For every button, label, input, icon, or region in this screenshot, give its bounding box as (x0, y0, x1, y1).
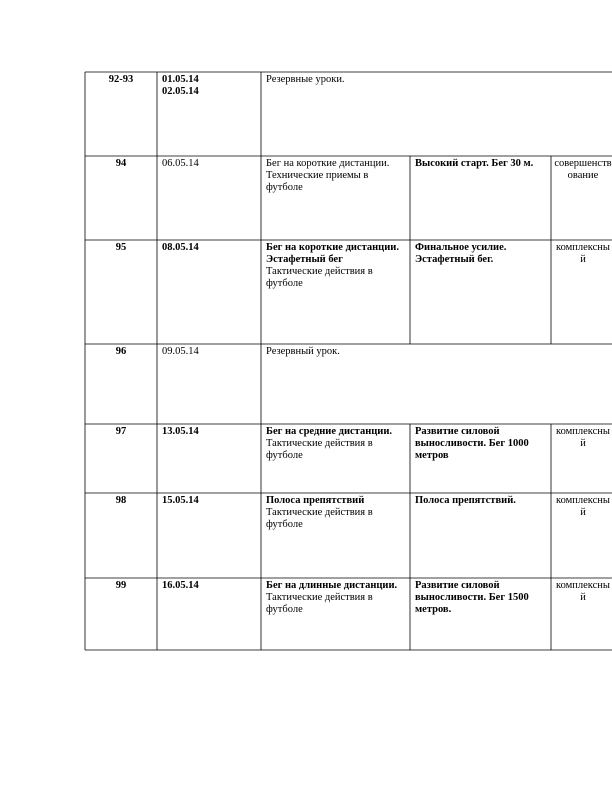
topic-line: Бег на короткие дистанции. (266, 158, 390, 169)
lesson-number: 98 (115, 495, 127, 506)
lesson-number: 95 (115, 242, 127, 253)
lesson-date: 06.05.14 (162, 158, 199, 169)
lesson-topic (266, 242, 407, 342)
lesson-goal: Развитие силовой выносливости. Бег 1000 метров (415, 426, 529, 461)
lesson-number: 92-93 (108, 74, 134, 85)
lesson-number: 96 (115, 346, 127, 357)
topic-line: Резервный урок. (266, 346, 340, 357)
lesson-type: комплексный (556, 426, 610, 449)
lesson-type: комплексный (556, 580, 610, 603)
lesson-topic (266, 426, 407, 491)
lesson-goal: Высокий старт. Бег 30 м. (415, 158, 534, 169)
topic-line: Тактические действия в футболе (266, 592, 373, 615)
topic-line: Тактические действия в футболе (266, 507, 373, 530)
lesson-topic (266, 580, 407, 648)
topic-line: Полоса препятствий (266, 495, 365, 506)
lesson-topic (266, 158, 407, 238)
topic-line: Бег на средние дистанции. (266, 426, 393, 437)
lesson-type: комплексный (556, 242, 610, 265)
lesson-date: 01.05.14 02.05.14 (162, 74, 199, 97)
topic-line: Эстафетный бег (266, 254, 343, 265)
lesson-date: 09.05.14 (162, 346, 199, 357)
lesson-number: 99 (115, 580, 127, 591)
lesson-topic (266, 74, 612, 154)
lesson-topic (266, 495, 407, 576)
topic-line: Бег на короткие дистанции. (266, 242, 399, 253)
lesson-number: 94 (115, 158, 127, 169)
lesson-type: совершенствование (554, 158, 612, 181)
lesson-date: 13.05.14 (162, 426, 199, 437)
topic-line: Тактические действия в футболе (266, 266, 373, 289)
lesson-date: 15.05.14 (162, 495, 199, 506)
lesson-number: 97 (115, 426, 127, 437)
topic-line: Бег на длинные дистанции. (266, 580, 398, 591)
topic-line: Тактические действия в футболе (266, 438, 373, 461)
topic-line: Технические приемы в футболе (266, 170, 369, 193)
lesson-date: 08.05.14 (162, 242, 199, 253)
lesson-goal: Полоса препятствий. (415, 495, 516, 506)
lesson-date: 16.05.14 (162, 580, 199, 591)
lesson-goal: Финальное усилие. Эстафетный бег. (415, 242, 507, 265)
topic-line: Резервные уроки. (266, 74, 345, 85)
lesson-type: комплексный (556, 495, 610, 518)
lesson-topic (266, 346, 612, 422)
lesson-goal: Развитие силовой выносливости. Бег 1500 метров. (415, 580, 529, 615)
